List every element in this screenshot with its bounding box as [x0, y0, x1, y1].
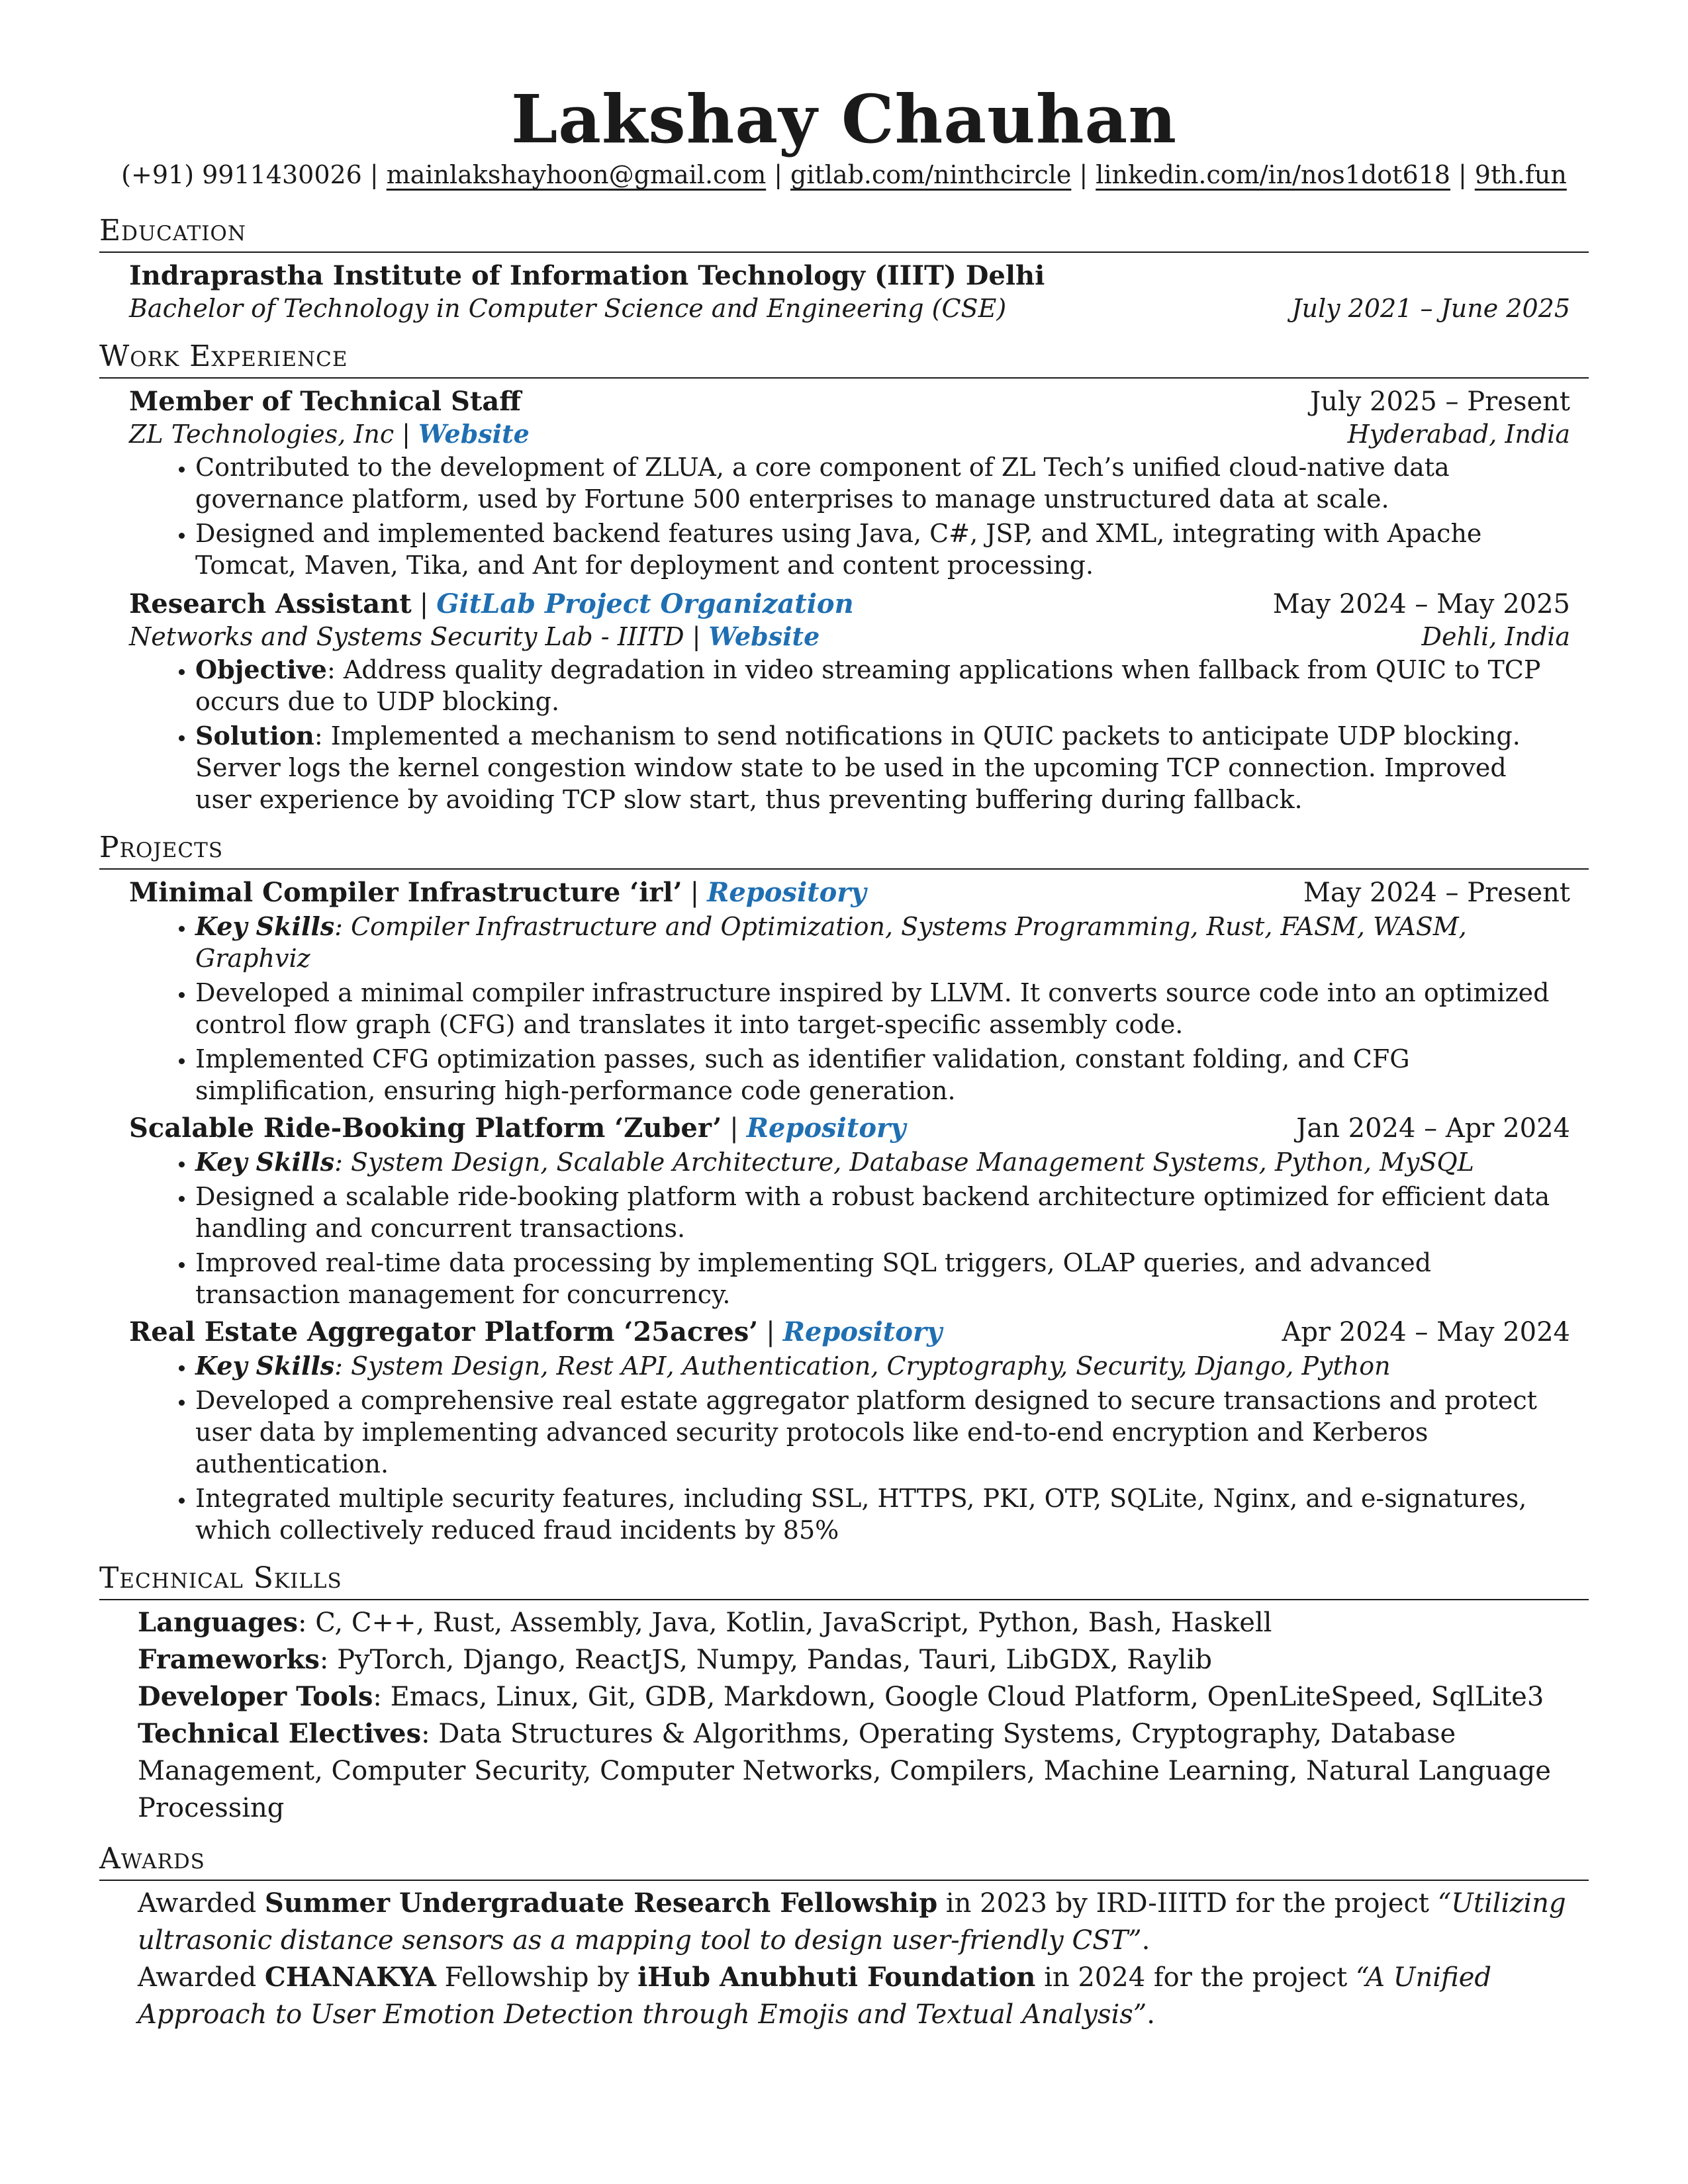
separator: |: [402, 420, 410, 449]
list-item: • Key Skills: System Design, Scalable Architecture, Database Management Systems, Python, MySQL: [195, 1146, 1570, 1178]
list-item: • Objective: Address quality degradation in video streaming applications when fallback from QUIC to TCP occurs due to UDP blocking.: [195, 654, 1570, 717]
job-org: Networks and Systems Security Lab - IIITD: [129, 622, 684, 651]
project-bullets: [129, 1146, 1570, 1310]
list-item: • Implemented CFG optimization passes, such as identifier validation, constant folding, and CFG simplification, ensuring high-performance code generation.: [195, 1043, 1570, 1107]
candidate-name: Lakshay Chauhan: [510, 80, 1178, 158]
repository-link[interactable]: Repository: [746, 1113, 906, 1144]
list-item: • Improved real-time data processing by implementing SQL triggers, OLAP queries, and advanced transaction management for concurrency.: [195, 1247, 1570, 1310]
section-title-education: Education: [99, 213, 1589, 253]
job-location: Dehli, India: [1421, 622, 1570, 651]
section-title-projects: Projects: [99, 830, 1589, 870]
section-title-skills: Technical Skills: [99, 1561, 1589, 1600]
separator: |: [766, 1317, 775, 1347]
job-bullets: [129, 451, 1570, 581]
gitlab-project-link[interactable]: GitLab Project Organization: [436, 588, 854, 619]
project-dates: Jan 2024 – Apr 2024: [1296, 1113, 1570, 1144]
separator: |: [1079, 160, 1088, 189]
award-item: Awarded Summer Undergraduate Research Fellowship in 2023 by IRD-IIITD for the project “Utilizing ultrasonic distance sensors as a mapping tool to design user-friendly CST”.: [138, 1888, 1566, 1956]
list-item: • Key Skills: System Design, Rest API, Authentication, Cryptography, Security, Django, Python: [195, 1350, 1570, 1382]
skills-section: [99, 1561, 1589, 1827]
skills-list: [99, 1604, 1589, 1827]
job-role: Research Assistant: [129, 588, 412, 619]
job-bullets: [129, 654, 1570, 815]
project-entry: [99, 876, 1589, 1107]
project-dates: Apr 2024 – May 2024: [1282, 1317, 1570, 1347]
projects-section: [99, 830, 1589, 1546]
resume-page: [99, 79, 1589, 2033]
separator: |: [774, 160, 783, 189]
job-role: Member of Technical Staff: [129, 386, 522, 417]
project-name: Real Estate Aggregator Platform ‘25acres’: [129, 1316, 759, 1347]
list-item: • Designed a scalable ride-booking platform with a robust backend architecture optimized for efficient data handling and concurrent transactions.: [195, 1181, 1570, 1244]
phone-number: (+91) 9911430026: [121, 160, 362, 189]
award-item: Awarded CHANAKYA Fellowship by iHub Anubhuti Foundation in 2024 for the project “A Unified Approach to User Emotion Detection through Emojis and Textual Analysis”.: [138, 1962, 1491, 2030]
education-entry: [99, 259, 1589, 324]
list-item: • Integrated multiple security features, including SSL, HTTPS, PKI, OTP, SQLite, Nginx, and e-signatures, which collectively reduced fraud incidents by 85%: [195, 1482, 1570, 1546]
school-name: Indraprastha Institute of Information Technology (IIIT) Delhi: [129, 260, 1045, 291]
gitlab-link[interactable]: gitlab.com/ninthcircle: [790, 160, 1072, 189]
job-entry: [99, 385, 1589, 581]
job-location: Hyderabad, India: [1347, 420, 1570, 449]
job-entry: [99, 588, 1589, 815]
work-section: [99, 339, 1589, 815]
list-item: • Contributed to the development of ZLUA, a core component of ZL Tech’s unified cloud-native data governance platform, used by Fortune 500 enterprises to manage unstructured data at scale.: [195, 451, 1570, 515]
skills-row: Languages: C, C++, Rust, Assembly, Java, Kotlin, JavaScript, Python, Bash, Haskell: [138, 1607, 1272, 1638]
awards-section: [99, 1841, 1589, 2033]
list-item: • Developed a minimal compiler infrastructure inspired by LLVM. It converts source code into an optimized control flow graph (CFG) and translates it into target-specific assembly code.: [195, 977, 1570, 1040]
project-bullets: [129, 911, 1570, 1107]
project-entry: [99, 1112, 1589, 1310]
org-website-link[interactable]: Website: [708, 621, 820, 651]
separator: |: [369, 160, 379, 189]
awards-list: [99, 1885, 1589, 2033]
job-dates: July 2025 – Present: [1310, 387, 1570, 417]
section-title-work: Work Experience: [99, 339, 1589, 379]
project-dates: May 2024 – Present: [1303, 878, 1570, 908]
contact-line: [99, 159, 1589, 191]
list-item: • Designed and implemented backend features using Java, C#, JSP, and XML, integrating with Apache Tomcat, Maven, Tika, and Ant for deployment and content processing.: [195, 518, 1570, 581]
separator: |: [692, 622, 701, 651]
repository-link[interactable]: Repository: [782, 1316, 943, 1347]
separator: |: [729, 1113, 739, 1144]
separator: |: [419, 589, 429, 619]
list-item: • Developed a comprehensive real estate aggregator platform designed to secure transactions and protect user data by implementing advanced security protocols like end-to-end encryption and Kerberos authentication.: [195, 1385, 1570, 1480]
repository-link[interactable]: Repository: [707, 877, 867, 908]
job-dates: May 2024 – May 2025: [1272, 589, 1570, 619]
skills-row: Technical Electives: Data Structures & Algorithms, Operating Systems, Cryptography, Database Management, Computer Security, Computer Networks, Compilers, Machine Learning, Natural Language Processing: [138, 1718, 1551, 1823]
project-bullets: [129, 1350, 1570, 1546]
degree: Bachelor of Technology in Computer Science and Engineering (CSE): [129, 294, 1007, 323]
list-item: • Solution: Implemented a mechanism to send notifications in QUIC packets to anticipate UDP blocking. Server logs the kernel congestion window state to be used in the upcoming TCP connection. Improved user experience by avoiding TCP slow start, thus preventing buffering during fallback.: [195, 720, 1570, 815]
skills-row: Developer Tools: Emacs, Linux, Git, GDB, Markdown, Google Cloud Platform, OpenLiteSpeed, SqlLite3: [138, 1681, 1544, 1712]
job-org: ZL Technologies, Inc: [129, 420, 395, 449]
website-link[interactable]: 9th.fun: [1474, 160, 1567, 189]
separator: |: [1458, 160, 1467, 189]
project-name: Minimal Compiler Infrastructure ‘irl’: [129, 877, 682, 908]
separator: |: [690, 878, 700, 908]
education-section: [99, 213, 1589, 324]
education-dates: July 2021 – June 2025: [1291, 294, 1570, 323]
skills-row: Frameworks: PyTorch, Django, ReactJS, Numpy, Pandas, Tauri, LibGDX, Raylib: [138, 1644, 1212, 1675]
project-entry: [99, 1316, 1589, 1546]
email-link[interactable]: mainlakshayhoon@gmail.com: [386, 160, 767, 189]
linkedin-link[interactable]: linkedin.com/in/nos1dot618: [1096, 160, 1450, 189]
org-website-link[interactable]: Website: [418, 419, 530, 449]
project-name: Scalable Ride-Booking Platform ‘Zuber’: [129, 1113, 722, 1144]
list-item: • Key Skills: Compiler Infrastructure and Optimization, Systems Programming, Rust, FASM, WASM, Graphviz: [195, 911, 1570, 974]
section-title-awards: Awards: [99, 1841, 1589, 1881]
